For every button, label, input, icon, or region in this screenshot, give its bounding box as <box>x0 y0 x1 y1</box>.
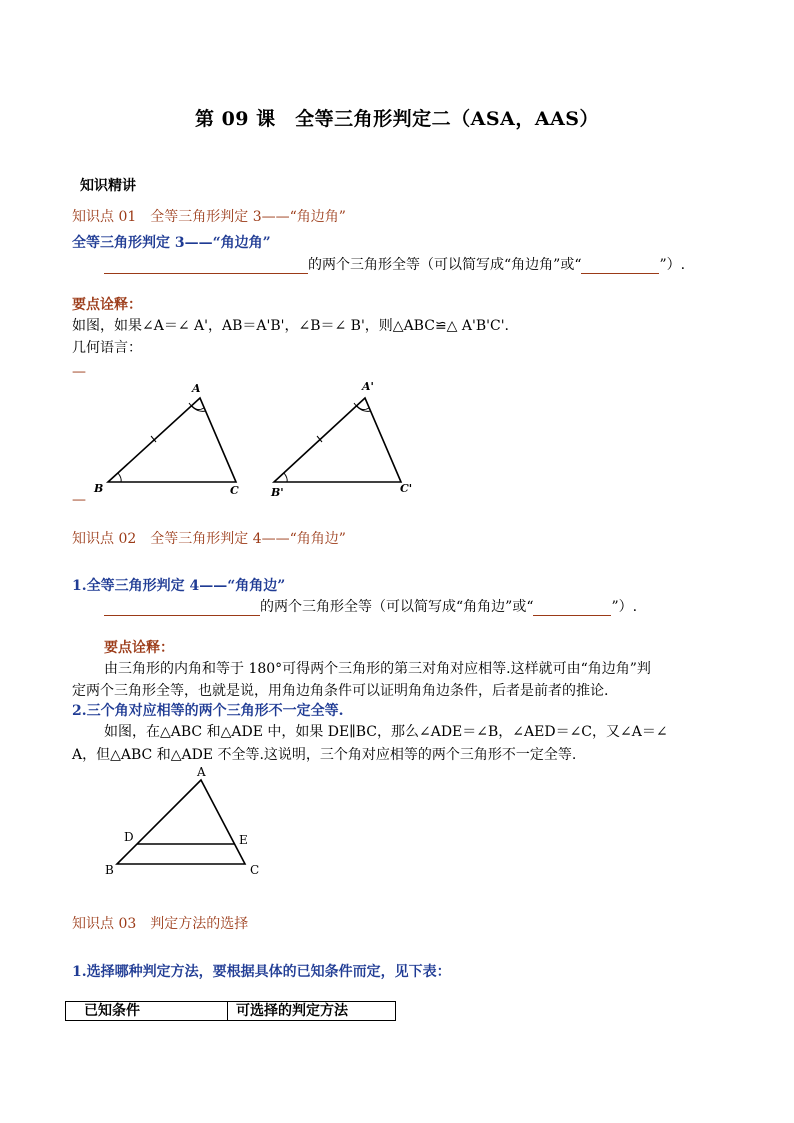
triangle-abc-2 <box>117 780 245 864</box>
label-c-2: C <box>250 863 260 877</box>
kp2-notes-label: 要点诠释： <box>104 640 174 656</box>
kp2-para1-line1: 由三角形的内角和等于 180°可得两个三角形的第三对角对应相等.这样就可由“角边角”判 <box>104 661 651 677</box>
kp2-para1-line2: 定两个三角形全等，也就是说，用角边角条件可以证明角角边条件，后者是前者的推论. <box>72 683 609 699</box>
kp3-heading: 知识点 03 判定方法的选择 <box>72 916 249 932</box>
kp2-line-mid: 的两个三角形全等（可以简写成“角角边”或“ <box>260 599 534 615</box>
triangle-abc <box>108 398 236 482</box>
congruent-triangles-figure <box>88 376 428 500</box>
triangle-abc-prime <box>274 398 401 482</box>
kp2-para2-line2: A，但△ABC 和△ADE 不全等.这说明，三个角对应相等的两个三角形不一定全等. <box>72 747 577 763</box>
kp1-example: 如图，如果∠A＝∠ A'，AB＝A'B'，∠B＝∠ B'，则△ABC≌△ A'B'C'. <box>72 318 510 334</box>
kp2-blank-1[interactable] <box>104 600 260 616</box>
parallel-line-triangle-figure <box>100 764 270 880</box>
kp2-blank-2[interactable] <box>533 600 611 616</box>
kp1-subheading: 全等三角形判定 3——“角边角” <box>72 235 271 251</box>
kp3-subheading: 1.选择哪种判定方法，要根据具体的已知条件而定，见下表： <box>72 964 451 980</box>
kp1-fill-line <box>104 254 685 274</box>
kp2-fill-line <box>104 596 637 616</box>
kp2-line-end: ”）. <box>611 599 638 615</box>
kp1-dash-top: — <box>72 364 86 380</box>
table-header-methods: 可选择的判定方法 <box>227 1001 396 1021</box>
section-heading: 知识精讲 <box>80 178 136 194</box>
kp1-notes-label: 要点诠释： <box>72 297 142 313</box>
label-a-prime: A' <box>362 380 374 393</box>
kp2-heading: 知识点 02 全等三角形判定 4——“角角边” <box>72 531 346 547</box>
kp1-line-end: ”）. <box>659 257 686 273</box>
label-a-2: A <box>197 765 206 779</box>
label-c: C <box>230 484 239 497</box>
label-b-2: B <box>105 863 114 877</box>
label-b-prime: B' <box>271 486 284 499</box>
kp1-geo-language: 几何语言： <box>72 340 142 356</box>
kp1-heading: 知识点 01 全等三角形判定 3——“角边角” <box>72 209 346 225</box>
kp1-blank-2[interactable] <box>581 258 659 274</box>
kp1-dash-bottom: — <box>72 492 86 508</box>
label-a: A <box>192 382 201 395</box>
label-b: B <box>94 482 104 495</box>
kp2-para2-line1: 如图，在△ABC 和△ADE 中，如果 DE∥BC，那么∠ADE＝∠B，∠AED＝∠C，又∠A＝∠ <box>104 724 668 740</box>
kp2-subheading: 1.全等三角形判定 4——“角角边” <box>72 578 286 594</box>
kp1-blank-1[interactable] <box>104 258 308 274</box>
label-e: E <box>239 833 248 847</box>
table-header-known-conditions: 已知条件 <box>65 1001 228 1021</box>
kp2-subheading-2: 2.三个角对应相等的两个三角形不一定全等. <box>72 703 344 719</box>
page-title: 第 09 课 全等三角形判定二（ASA，AAS） <box>194 108 600 130</box>
label-d: D <box>124 830 134 844</box>
label-c-prime: C' <box>400 482 413 495</box>
kp1-line-mid: 的两个三角形全等（可以简写成“角边角”或“ <box>308 257 582 273</box>
